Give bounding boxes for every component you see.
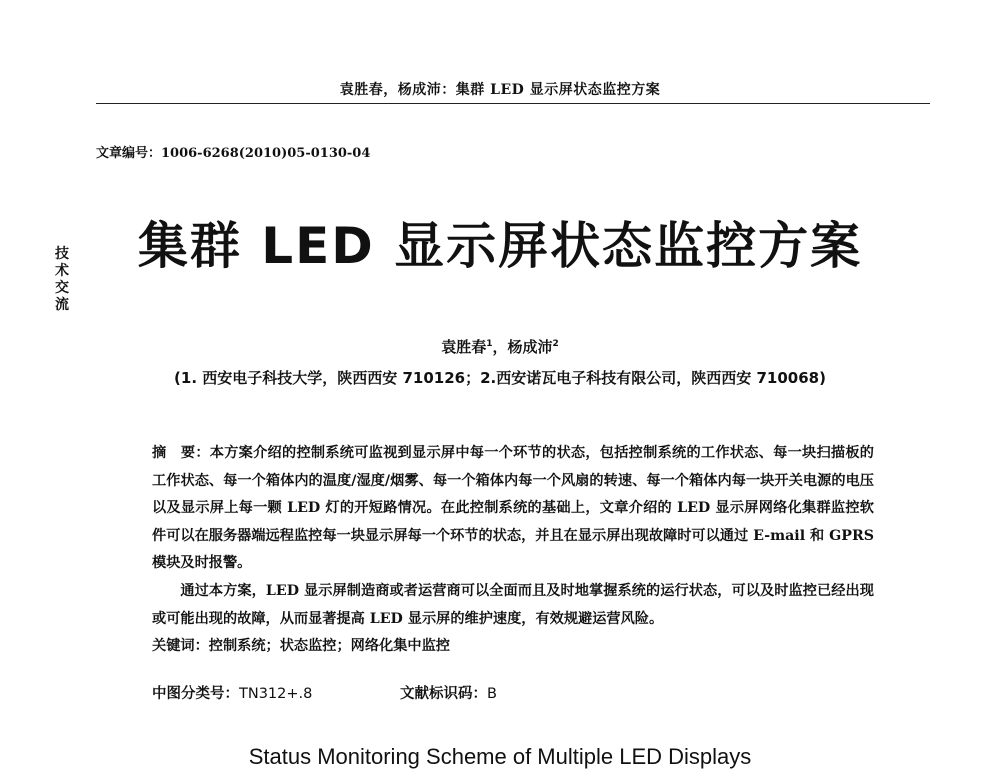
- side-label-char: 流: [55, 297, 69, 313]
- abstract-text-1: 本方案介绍的控制系统可监视到显示屏中每一个环节的状态，包括控制系统的工作状态、每一块扫描板的工作状态、每一个箱体内的温度/湿度/烟雾、每一个箱体内每一个风扇的转速、每一个箱体内每一块开关电源的电压以及显示屏上每一颗 LED 灯的开短路情况。在此控制系统的基础上，文章介绍的 LED 显示屏网络化集群监控软件可以在服务器端远程监控每一块显示屏每一个环节的状态，并且在显示屏出现故障时可以通过 E-mail 和 GPRS 模块及时报警。: [152, 445, 874, 572]
- clc-value: TN312+.8: [239, 686, 313, 702]
- abstract-label: 摘 要：: [152, 445, 210, 461]
- doc-code: [400, 686, 497, 702]
- side-label-char: 术: [55, 263, 69, 279]
- classification-line: [152, 682, 874, 703]
- author-2-affil: 2: [552, 339, 559, 349]
- english-title: Status Monitoring Scheme of Multiple LED Displays: [248, 744, 752, 769]
- abstract: [152, 440, 874, 661]
- clc-code: [152, 682, 400, 703]
- header-rule: [96, 103, 930, 104]
- author-1-affil: 1: [486, 339, 493, 349]
- author-separator: ，: [492, 338, 508, 356]
- author-1: 袁胜春: [441, 338, 487, 356]
- keywords-value: 控制系统；状态监控；网络化集中监控: [208, 638, 450, 655]
- running-header: 袁胜春，杨成沛：集群 LED 显示屏状态监控方案: [339, 82, 661, 98]
- doc-label: 文献标识码：: [400, 686, 487, 702]
- doc-value: B: [487, 686, 497, 702]
- affiliations: (1. 西安电子科技大学，陕西西安 710126；2.西安诺瓦电子科技有限公司，陕西西安 710068): [174, 369, 826, 387]
- abstract-para-2: 通过本方案，LED 显示屏制造商或者运营商可以全面而且及时地掌握系统的运行状态，可以及时监控已经出现或可能出现的故障，从而显著提高 LED 显示屏的维护速度，有效规避运营风险。: [152, 582, 874, 627]
- abstract-para-1: [152, 440, 874, 578]
- clc-label: 中图分类号：: [152, 686, 239, 702]
- side-label-char: 技: [55, 246, 69, 262]
- article-title: 集群 LED 显示屏状态监控方案: [137, 217, 863, 275]
- keywords-label: 关键词：: [152, 638, 209, 655]
- authors: [0, 336, 1000, 357]
- author-2: 杨成沛: [507, 338, 553, 356]
- keywords: [152, 633, 874, 661]
- article-id: 文章编号：1006-6268(2010)05-0130-04: [96, 146, 371, 161]
- side-label-char: 交: [55, 280, 69, 296]
